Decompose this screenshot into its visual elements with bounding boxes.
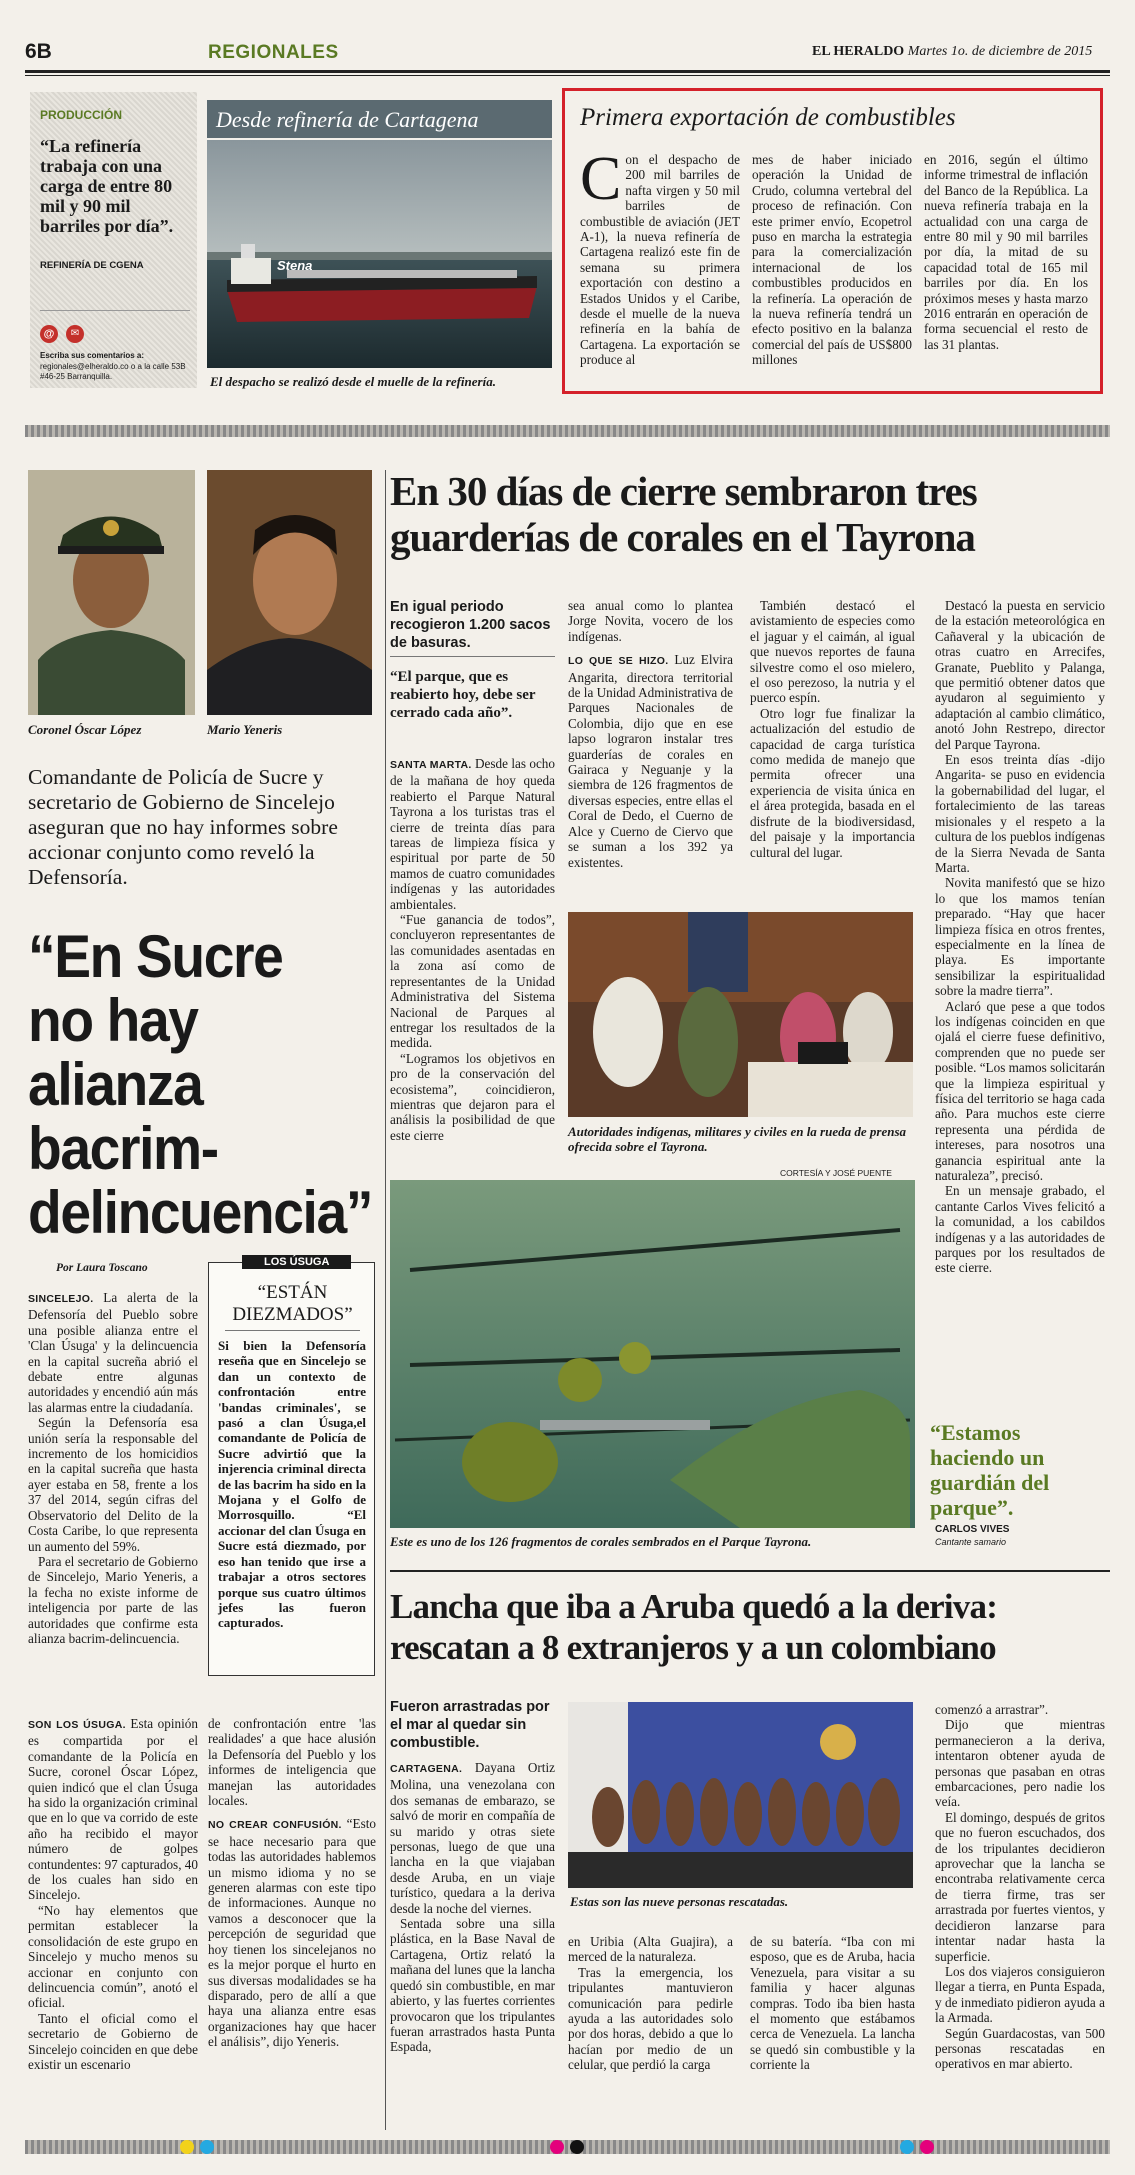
tayrona-col3: También destacó el avistamiento de especies como el jaguar y el caimán, al igual que nuevos reportes de fauna silvestre como el oso mielero, el oso perezoso, la nutria y el puerco espín. Otro logr fue finalizar la actualización del estudio de capacidad de carga turística como medida de manejo que permita ofrecer una experiencia de visita única en el área protegida, basada en el disfrute de la biodiversidasd, del paisaje y la importancia cultural del lugar. bbox=[750, 598, 915, 860]
sucre-deck: Comandante de Policía de Sucre y secretario de Gobierno de Sincelejo aseguran que no hay informes sobre accionar conjunto como reveló la Defensoría. bbox=[28, 765, 338, 889]
coral-photo-caption: Este es uno de los 126 fragmentos de corales sembrados en el Parque Tayrona. bbox=[390, 1534, 812, 1549]
usuga-label: LOS ÚSUGA bbox=[242, 1255, 351, 1269]
photo2-caption: Mario Yeneris bbox=[207, 722, 283, 737]
photo-coronel-lopez bbox=[28, 470, 195, 715]
sucre-col1b: SON LOS ÚSUGA. Esta opinión es compartida por el comandante de la Policía en Sucre, coronel Óscar López, quien indicó que el clan Úsuga ha sido la organización criminal que en lo que va corrido de este año ha recibido el mayor número de golpes contundentes: 97 capturados, 40 de los cuales han sido en Sincelejo. “No hay elementos que permitan establecer la consolidación de este grupo en Sincelejo y mucho menos su accionar en conjunto con delincuencia común”, anotó el oficial. Tanto el oficial como el secretario de Gobierno de Sincelejo coinciden en que debe existir un escenario bbox=[28, 1716, 198, 2072]
divider-bar bbox=[25, 425, 1110, 437]
usuga-text: Si bien la Defensoría reseña que en Sincelejo se dan un contexto de confrontación entre 'bandas criminales', se pasó a clan Úsuga,el comandante de Policía de Sucre advirtió que la injerencia criminal directa de las bacrim ha sido en la Mojana y el Golfo de Morrosquillo. “El accionar del clan Úsuga en Sucre está diezmado, por eso han tenido que irse a trabajar a otros sectores porque sus cuatro últimos jefes las fueron capturados. bbox=[218, 1338, 366, 1631]
production-label: PRODUCCIÓN bbox=[40, 108, 123, 122]
top-photo-caption: El despacho se realizó desde el muelle de la refinería. bbox=[210, 374, 496, 389]
tayrona-pull: “El parque, que es reabierto hoy, debe ser cerrado cada año”. bbox=[390, 669, 536, 721]
tayrona-headline: En 30 días de cierre sembraron tres guarderías de corales en el Tayrona bbox=[390, 468, 977, 560]
refinery-ship-photo bbox=[207, 140, 552, 368]
sucre-byline: Por Laura Toscano bbox=[56, 1262, 148, 1274]
comments-label: Escriba sus comentarios a: bbox=[40, 351, 145, 360]
issue-date: Martes 1o. de diciembre de 2015 bbox=[907, 44, 1093, 59]
photo-credit: CORTESÍA Y JOSÉ PUENTE bbox=[780, 1168, 892, 1178]
chat-icon[interactable]: ✉ bbox=[66, 325, 84, 343]
production-source: REFINERÍA DE CGENA bbox=[40, 260, 144, 271]
export-story-col3: en 2016, según el último informe trimestral de inflación del Banco de la República. La nueva refinería trabaja en la actualidad con una carga de entre 80 mil y 90 mil barriles por día, la mitad de su capacidad total de 165 mil barriles por día. En los próximos meses y hasta marzo 2016 entrarán en operación de forma secuencial el resto de las 31 plantas. bbox=[924, 152, 1088, 352]
export-story-col2: mes de haber iniciado operación la Unidad de Crudo, columna vertebral del proceso de refinación. Con este primer envío, Ecopetrol puso en marcha la estrategia para la comercialización internacional de los combustibles producidos en la refinería. La operación de la nueva refinería tendrá un efecto positivo en la balanza comercial del país de US$800 millones bbox=[752, 152, 912, 368]
registration-marks bbox=[180, 2140, 1080, 2154]
aruba-col2: en Uribia (Alta Guajira), a merced de la naturaleza. Tras la emergencia, los tripulantes mantuvieron comunicación para pedirle ayuda a las autoridades solo por dos horas, debido a que lo hacían por medio de un celular, que perdió la carga bbox=[568, 1934, 733, 2073]
dropcap: C bbox=[580, 145, 622, 213]
sucre-headline: “En Sucre no hay alianza bacrim-delincuencia” bbox=[28, 923, 373, 1246]
tayrona-summary: En igual periodo recogieron 1.200 sacos de basuras. bbox=[390, 599, 551, 651]
vives-quote: “Estamos haciendo un guardián del parque”. bbox=[930, 1420, 1050, 1520]
aruba-col3: de su batería. “Iba con mi esposo, que es de Aruba, hacia Venezuela, para visitar a su familia y hacer algunas compras. Todo iba bien hasta el momento que estábamos cerca de Venezuela. La lancha se quedó sin combustible y la corriente la bbox=[750, 1934, 915, 2073]
aruba-col4: comenzó a arrastrar”. Dijo que mientras permanecieron a la deriva, intentaron obtener ayuda de personas que pasaban en otras embarcaciones, pero nadie los veía. El domingo, después de gritos que no fueron escuchados, dos de los tripulantes decidieron aprovechar que la lancha se encontraba relativamente cerca de tierra firme, tras ser arrastrada por fuertes vientos, y decidieron lanzarse para intentar nadar hasta la superficie. Los dos viajeros consiguieron llegar a tierra, en Punta Espada, y de inmediato pidieron ayuda a la Armada. Según Guardacostas, van 500 personas rescatadas en operativos en mar abierto. bbox=[935, 1702, 1105, 2072]
vives-name: CARLOS VIVES bbox=[935, 1524, 1010, 1535]
top-photo-title: Desde refinería de Cartagena bbox=[216, 107, 479, 132]
comments-text: regionales@elheraldo.co o a la calle 53B #46-25 Barranquilla. bbox=[40, 362, 186, 381]
export-story-title: Primera exportación de combustibles bbox=[580, 104, 956, 131]
aruba-headline: Lancha que iba a Aruba quedó a la deriva: rescatan a 8 extranjeros y a un colombiano bbox=[390, 1587, 998, 1667]
aruba-col1: CARTAGENA. Dayana Ortiz Molina, una venezolana con dos semanas de embarazo, se salvó de morir en compañía de su marido y otras siete personas, luego de que una lancha en la que viajaban desde Aruba, en un viaje turístico, quedara a la deriva desde la noche del viernes. Sentada sobre una silla plástica, en la Base Naval de Cartagena, Ortiz relató la mañana del lunes que la lancha quedó sin combustible, en mar abierto, y las fuertes corrientes provocaron que los tripulantes fueran arrastrados hasta Punta Espada, bbox=[390, 1760, 555, 2055]
header-masthead bbox=[812, 44, 1092, 60]
vives-role: Cantante samario bbox=[935, 1537, 1007, 1547]
tayrona-col4: Destacó la puesta en servicio de la estación meteorológica en Cañaveral y la ubicación de otras cuatro en Arrecifes, Granate, Pueblito y Palanga, que permitió obtener datos que ayudaron al seguimiento y adaptación al cambio climático, anotó John Restrepo, director del Parque Tayrona. En esos treinta días -dijo Angarita- se puso en evidencia la gobernabilidad del lugar, el fortalecimiento de las tareas misionales y el respeto a la cultura de los pueblos indígenas de la Sierra Nevada de Santa Marta. Novita manifestó que se hizo lo que los mamos tenían preparado. “Hay que hacer limpieza física en otros frentes, especialmente en la línea de playa. Es importante sensibilizar la espiritualidad sobre la madre tierra”. Aclaró que pese a que todos los indígenas coinciden en que ojalá el cierre fuese definitivo, comprenden que no puede ser posible. “Los mamos solicitarán que la limpieza espiritual y física del territorio se haga cada año. Para muchos este cierre representa una pérdida de intereses, para nosotros una ganancia espiritual ante la naturaleza”, precisó. En un mensaje grabado, el cantante Carlos Vives felicitó a la comunidad, a los cabildos indígenas y a las autoridades de parques por los resultados de este cierre. bbox=[935, 598, 1105, 1276]
newspaper-name: EL HERALDO bbox=[812, 44, 905, 59]
usuga-title: “ESTÁN DIEZMADOS” bbox=[232, 1282, 353, 1325]
photo-mario-yeneris bbox=[207, 470, 372, 715]
photo1-caption: Coronel Óscar López bbox=[28, 722, 142, 737]
press-photo-caption: Autoridades indígenas, militares y civiles en la rueda de prensa ofrecida sobre el Tayrona. bbox=[568, 1124, 907, 1154]
export-story-col1: Con el despacho de 200 mil barriles de nafta virgen y 50 mil barriles de combustible de aviación (JET A-1), la nueva refinería de Cartagena realizó este fin de semana su primera exportación con destino a Estados Unidos y el Caribe, desde el muelle de la nueva refinería en la bahía de Cartagena. La exportación se produce al bbox=[580, 145, 740, 368]
rescued-photo-caption: Estas son las nueve personas rescatadas. bbox=[570, 1894, 789, 1909]
page-number: 6B bbox=[25, 40, 52, 63]
coral-fragment-photo bbox=[390, 1180, 915, 1528]
production-quote: “La refinería trabaja con una carga de entre 80 mil y 90 mil barriles por día”. bbox=[40, 136, 174, 236]
header-rule bbox=[25, 70, 1110, 73]
aruba-summary: Fueron arrastradas por el mar al quedar sin combustible. bbox=[390, 1699, 550, 1751]
tayrona-col1: SANTA MARTA. Desde las ocho de la mañana de hoy queda reabierto el Parque Natural Tayrona a los turistas tras el cierre de treinta días para tareas de limpieza física y espiritual por parte de 50 mamos de cuatro comunidades indígenas y las autoridades ambientales. “Fue ganancia de todos”, concluyeron representantes de las comunidades asentadas en la zona así como de representantes de la Unidad Administrativa del Sistema Nacional de Parques al entregar los resultados de la medida. “Logramos los objetivos en pro de la conservación del ecosistema”, coincidieron, mientras que dejaron para el análisis la posibilidad de que este cierre bbox=[390, 756, 555, 1143]
rescued-people-photo bbox=[568, 1702, 913, 1888]
vertical-rule bbox=[385, 470, 386, 2130]
press-conference-photo bbox=[568, 912, 913, 1117]
ship-name: Stena bbox=[277, 258, 313, 273]
section-name: REGIONALES bbox=[208, 42, 339, 63]
tayrona-col2: sea anual como lo plantea Jorge Novita, vocero de los indígenas. LO QUE SE HIZO. Luz Elvira Angarita, directora territorial de la Unidad Administrativa de Parques Nacionales de Colombia, dijo que en ese lapso lograron instalar tres guarderías de corales en Gairaca y Neguanje y la siembra de 126 fragmentos de diversas especies, entre ellas el Coral de Dedo, el Cuerno de Alce y Cuerno de Ciervo que se suman a los 392 ya existentes. bbox=[568, 598, 734, 870]
sucre-col2b: de confrontación entre 'las realidades' a que hace alusión la Defensoría del Pueblo y los informes de inteligencia que manejan las autoridades locales. NO CREAR CONFUSIÓN. “Esto se hace necesario para que todas las autoridades hablemos un mismo idioma y no se generen alarmas con este tipo de informaciones. Aunque no vamos a desconocer que la percepción de seguridad que hoy tienen los sincelejanos no es la mejor porque el hurto en sus diversas modalidades se ha disparado, pero de allí a que haya una alianza entre esas organizaciones hay que hacer el análisis”, dijo Yeneris. bbox=[208, 1716, 376, 2050]
sucre-col1: SINCELEJO. La alerta de la Defensoría del Pueblo sobre una posible alianza entre el 'Clan Úsuga' y la delincuencia en la capital sucreña abrió el debate entre algunas autoridades y encendió aún más las alarmas entre la ciudadanía. Según la Defensoría esa unión sería la responsable del incremento de los homicidios en la capital sucreña que hasta ayer estaba en 58, frente a los 37 del 2014, según cifras del Observatorio del Delito de la Costa Caribe, lo que representa un aumento del 59%. Para el secretario de Gobierno de Sincelejo, Mario Yeneris, a la fecha no existe informe de inteligencia por parte de las autoridades que confirme esta alianza bacrim-delincuencia. bbox=[28, 1290, 198, 1646]
email-icon[interactable]: @ bbox=[40, 325, 58, 343]
